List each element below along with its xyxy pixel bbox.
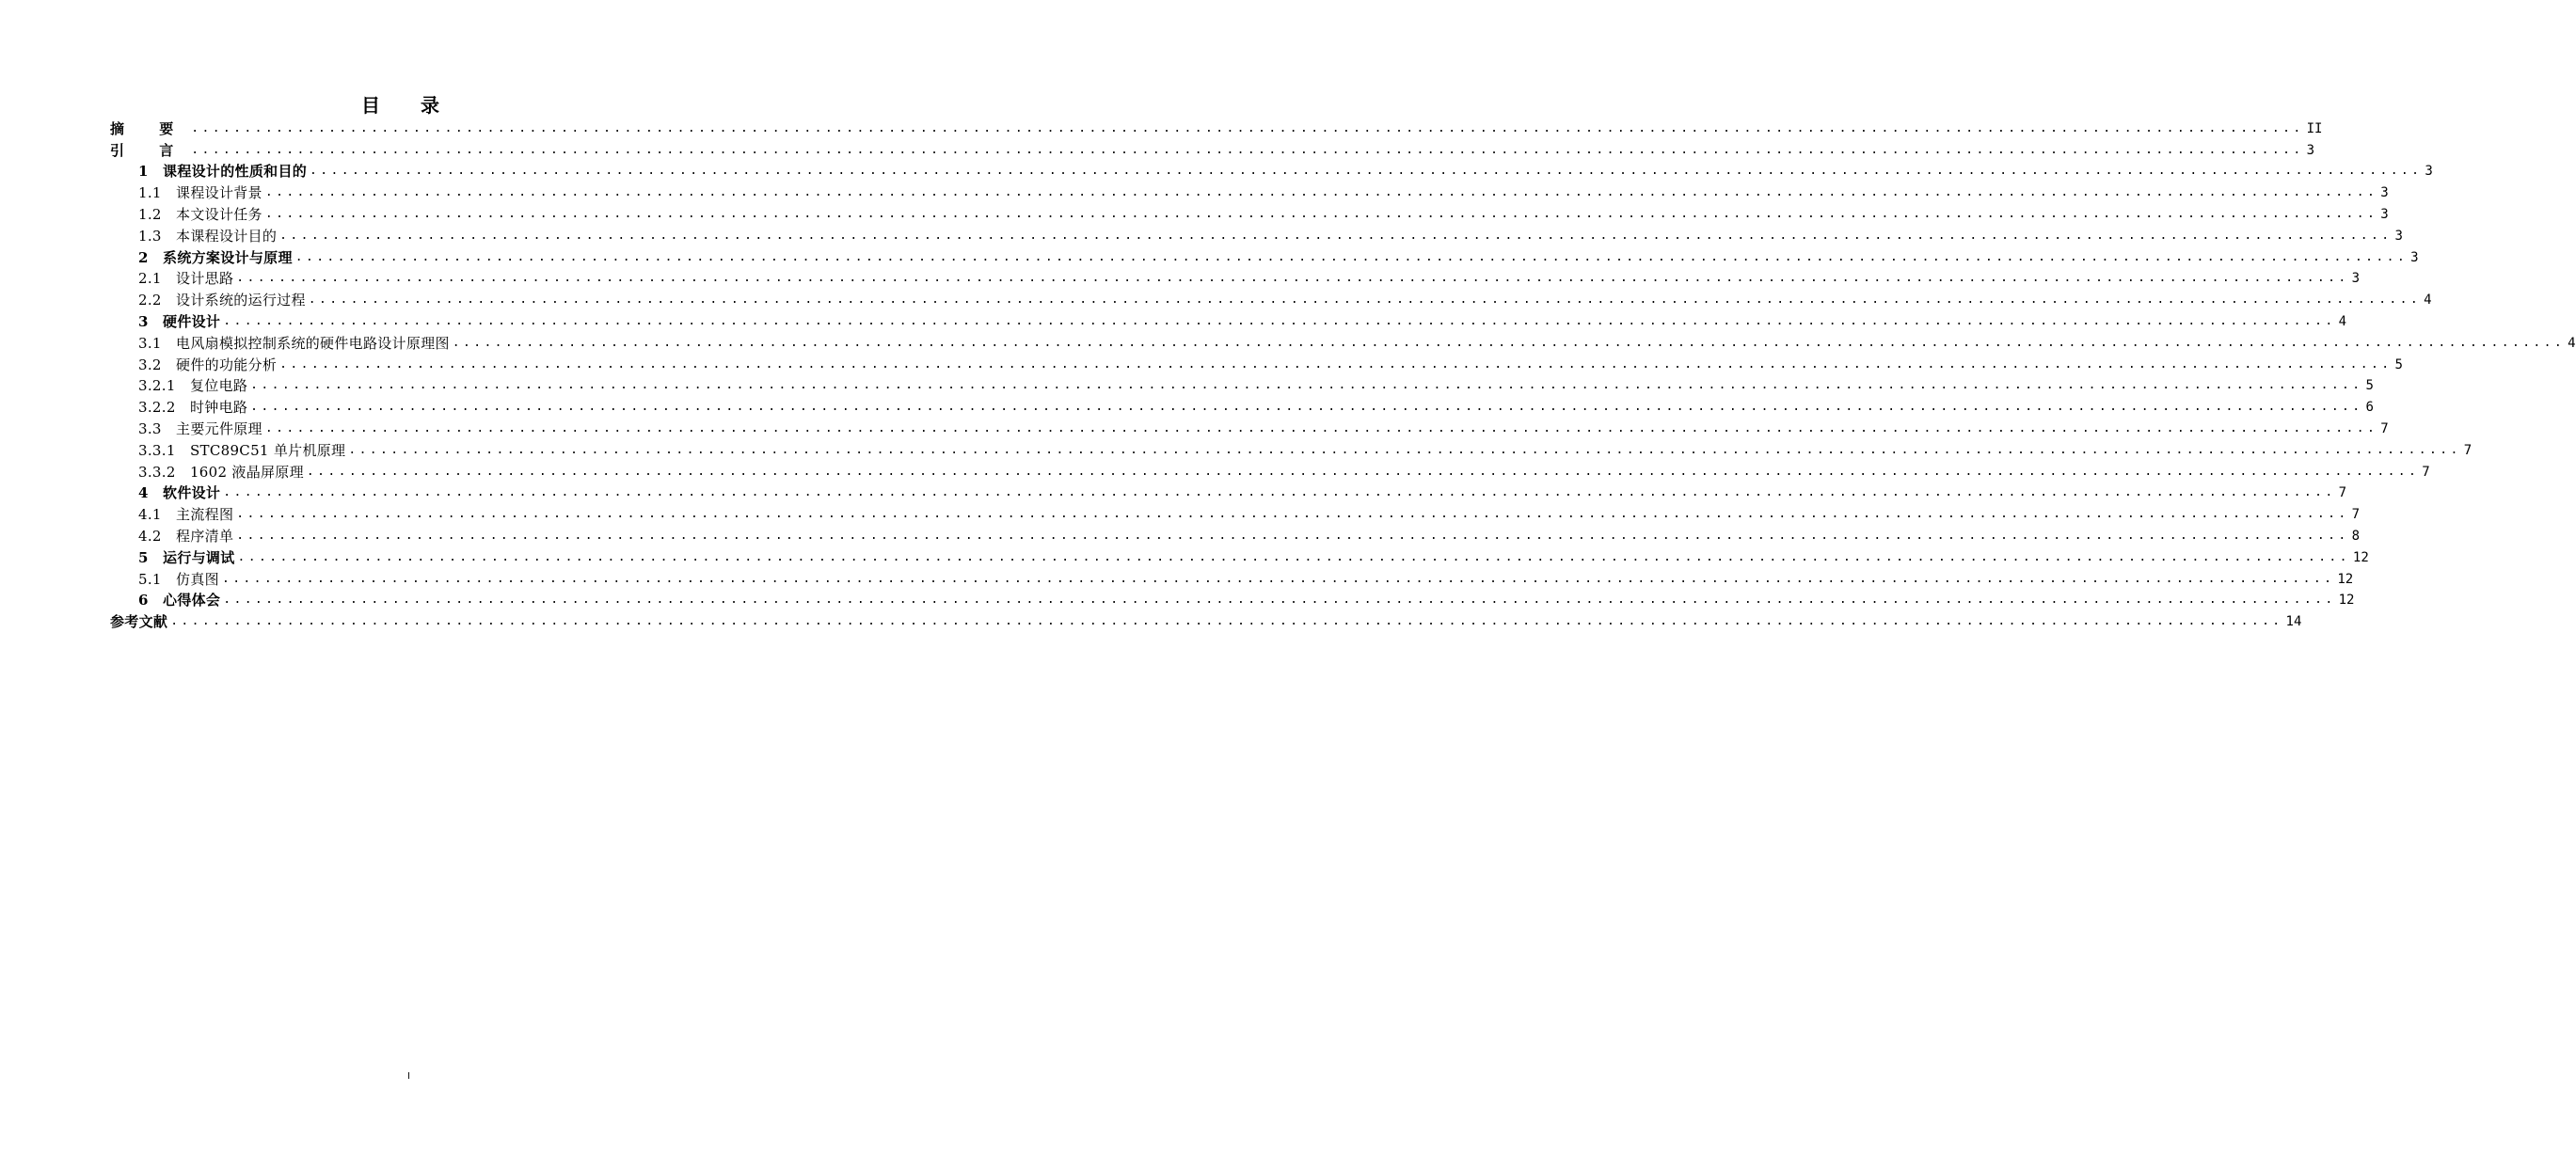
toc-leader-dots: ........................................................................................................................................................................................................ [279,228,2393,243]
toc-leader-dots: ........................................................................................................................................................................................................ [191,142,2304,157]
toc-entry-title: 1.2 本文设计任务 [138,205,262,223]
toc-entry-page: 3 [2380,206,2389,222]
toc-entry-title: 1 课程设计的性质和目的 [138,163,308,181]
toc-entry-title: 4.2 程序清单 [138,527,234,545]
toc-entry-page: 12 [2337,571,2354,587]
toc-leader-dots: ........................................................................................................................................................................................................ [308,293,2422,308]
toc-leader-dots: ........................................................................................................................................................................................................ [223,313,2336,328]
toc-entry-title: 3.2.1 复位电路 [138,377,248,395]
table-of-contents [110,118,2576,632]
page-number: I [407,1071,410,1082]
toc-entry-title: 4 软件设计 [138,484,221,502]
toc-entry-title: 3.1 电风扇模拟控制系统的硬件电路设计原理图 [138,334,450,352]
toc-entry-page: 7 [2380,420,2389,436]
toc-entry-page: 12 [2352,549,2369,565]
toc-leader-dots: ........................................................................................................................................................................................................ [170,614,2283,629]
toc-entry-title: 3.3.2 1602 液晶屏原理 [138,463,304,481]
toc-entry-title: 引 言 [110,141,189,159]
toc-leader-dots: ........................................................................................................................................................................................................ [250,378,2363,393]
toc-leader-dots: ........................................................................................................................................................................................................ [236,507,2349,522]
toc-entry-title: 3.3.1 STC89C51 单片机原理 [138,441,346,459]
toc-entry-page: 4 [2424,293,2432,309]
toc-entry[interactable] [110,375,2374,397]
toc-entry[interactable] [110,289,2432,310]
toc-entry-page: 3 [2380,185,2389,201]
toc-entry-title: 5.1 仿真图 [138,570,219,588]
toc-entry-page: 3 [2351,271,2361,287]
toc-entry[interactable] [110,396,2374,418]
toc-leader-dots: ........................................................................................................................................................................................................ [348,442,2461,457]
toc-entry[interactable] [110,590,2355,611]
toc-entry[interactable] [110,483,2347,504]
toc-leader-dots: ........................................................................................................................................................................................................ [306,464,2420,479]
toc-entry-title: 2.2 设计系统的运行过程 [138,292,306,309]
toc-entry-title: 5 运行与调试 [138,548,235,566]
toc-entry-page: 4 [2568,335,2576,351]
toc-entry-page: 3 [2425,164,2433,180]
toc-entry-title: 3.2.2 时钟电路 [138,399,248,417]
toc-entry[interactable] [110,354,2403,375]
toc-entry[interactable] [110,525,2361,546]
toc-entry[interactable] [110,461,2430,483]
toc-leader-dots: ........................................................................................................................................................................................................ [452,335,2566,350]
toc-entry-page: 5 [2365,378,2374,394]
toc-leader-dots: ........................................................................................................................................................................................................ [223,485,2336,500]
toc-entry-page: 14 [2285,614,2302,630]
toc-leader-dots: ........................................................................................................................................................................................................ [279,356,2393,372]
toc-leader-dots: ........................................................................................................................................................................................................ [237,549,2350,564]
toc-entry-title: 4.1 主流程图 [138,506,234,524]
toc-entry[interactable] [110,568,2354,590]
toc-entry[interactable] [110,332,2576,354]
toc-entry-page: 7 [2351,507,2361,523]
toc-entry-title: 参考文献 [110,613,168,631]
toc-entry[interactable] [110,225,2403,246]
toc-entry-page: 7 [2422,464,2430,480]
toc-entry-page: II [2306,120,2323,136]
toc-leader-dots: ........................................................................................................................................................................................................ [236,528,2349,543]
toc-leader-dots: ........................................................................................................................................................................................................ [221,571,2335,586]
toc-entry-page: 6 [2365,400,2374,416]
toc-entry-title: 摘 要 [110,119,189,137]
toc-entry-page: 7 [2338,485,2347,501]
toc-leader-dots: ........................................................................................................................................................................................................ [264,206,2378,221]
toc-entry-title: 3.2 硬件的功能分析 [138,356,278,373]
toc-entry[interactable] [110,439,2473,461]
toc-entry-title: 2 系统方案设计与原理 [138,248,293,266]
toc-leader-dots: ........................................................................................................................................................................................................ [191,120,2304,135]
toc-entry-title: 1.3 本课程设计目的 [138,227,278,245]
toc-entry-page: 3 [2306,142,2315,158]
toc-leader-dots: ........................................................................................................................................................................................................ [250,400,2363,415]
toc-entry[interactable] [110,268,2361,290]
toc-leader-dots: ........................................................................................................................................................................................................ [310,164,2423,179]
toc-entry-title: 3.3 主要元件原理 [138,419,262,437]
toc-entry-page: 5 [2394,356,2403,372]
toc-entry[interactable] [110,203,2389,225]
toc-entry[interactable] [110,503,2361,525]
page-title: 目 录 [361,94,456,117]
toc-entry[interactable] [110,418,2389,439]
toc-entry-title: 1.1 课程设计背景 [138,184,262,202]
toc-leader-dots: ........................................................................................................................................................................................................ [223,593,2336,608]
toc-leader-dots: ........................................................................................................................................................................................................ [294,249,2409,264]
toc-entry-page: 8 [2351,528,2361,544]
toc-entry-page: 4 [2338,313,2347,329]
toc-entry[interactable] [110,546,2369,568]
toc-entry-page: 12 [2338,593,2355,609]
toc-entry[interactable] [110,139,2315,161]
toc-leader-dots: ........................................................................................................................................................................................................ [236,271,2349,286]
toc-entry-page: 3 [2410,249,2419,265]
toc-entry-title: 3 硬件设计 [138,312,221,330]
toc-entry-title: 2.1 设计思路 [138,270,234,288]
toc-leader-dots: ........................................................................................................................................................................................................ [264,420,2378,435]
toc-entry[interactable] [110,118,2323,139]
toc-entry[interactable] [110,246,2419,268]
toc-entry-page: 7 [2463,442,2473,458]
toc-leader-dots: ........................................................................................................................................................................................................ [264,185,2378,200]
toc-entry-page: 3 [2394,228,2403,244]
toc-entry[interactable] [110,610,2302,632]
toc-entry[interactable] [110,161,2433,182]
toc-entry[interactable] [110,310,2347,332]
toc-entry[interactable] [110,182,2389,203]
toc-entry-title: 6 心得体会 [138,592,221,609]
